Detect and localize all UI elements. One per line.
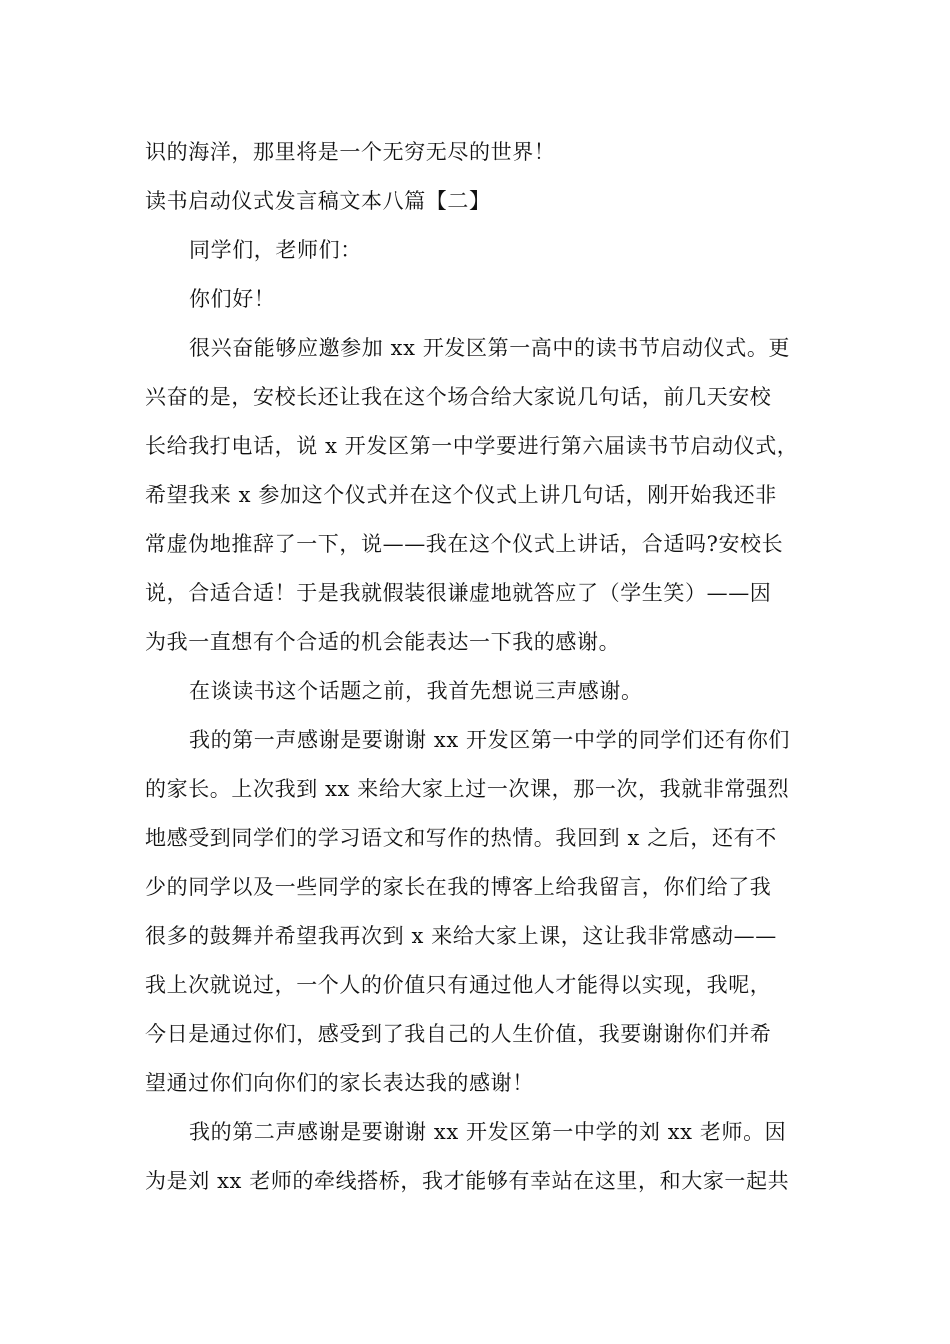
text-line: 希望我来 x 参加这个仪式并在这个仪式上讲几句话，刚开始我还非	[145, 483, 777, 507]
text-line: 很多的鼓舞并希望我再次到 x 来给大家上课，这让我非常感动——	[145, 924, 777, 948]
paragraph-first-line: 在谈读书这个话题之前，我首先想说三声感谢。	[189, 679, 643, 703]
paragraph-first-line: 我的第二声感谢是要谢谢 xx 开发区第一中学的刘 xx 老师。因	[189, 1120, 787, 1144]
text-line: 长给我打电话，说 x 开发区第一中学要进行第六届读书节启动仪式，	[145, 434, 799, 458]
document-body	[145, 128, 810, 1206]
text-line: 地感受到同学们的学习语文和写作的热情。我回到 x 之后，还有不	[145, 826, 777, 850]
paragraph-first-line: 你们好！	[189, 287, 276, 311]
text-line: 的家长。上次我到 xx 来给大家上过一次课，那一次，我就非常强烈	[145, 777, 790, 801]
paragraph-first-line: 我的第一声感谢是要谢谢 xx 开发区第一中学的同学们还有你们	[189, 728, 791, 752]
text-line: 识的海洋，那里将是一个无穷无尽的世界！	[145, 140, 556, 164]
paragraph-first-line: 同学们，老师们：	[189, 238, 362, 262]
text-line: 望通过你们向你们的家长表达我的感谢！	[145, 1071, 534, 1095]
text-line: 读书启动仪式发言稿文本八篇【二】	[145, 189, 491, 213]
text-line: 今日是通过你们，感受到了我自己的人生价值，我要谢谢你们并希	[145, 1022, 772, 1046]
text-line: 为是刘 xx 老师的牵线搭桥，我才能够有幸站在这里，和大家一起共	[145, 1169, 790, 1193]
text-line: 常虚伪地推辞了一下，说——我在这个仪式上讲话，合适吗?安校长	[145, 532, 784, 556]
text-line: 少的同学以及一些同学的家长在我的博客上给我留言，你们给了我	[145, 875, 772, 899]
paragraph-first-line: 很兴奋能够应邀参加 xx 开发区第一高中的读书节启动仪式。更	[189, 336, 791, 360]
text-line: 兴奋的是，安校长还让我在这个场合给大家说几句话，前几天安校	[145, 385, 772, 409]
text-line: 我上次就说过，一个人的价值只有通过他人才能得以实现，我呢，	[145, 973, 772, 997]
text-line: 说，合适合适！于是我就假装很谦虚地就答应了（学生笑）——因	[145, 581, 772, 605]
text-line: 为我一直想有个合适的机会能表达一下我的感谢。	[145, 630, 621, 654]
